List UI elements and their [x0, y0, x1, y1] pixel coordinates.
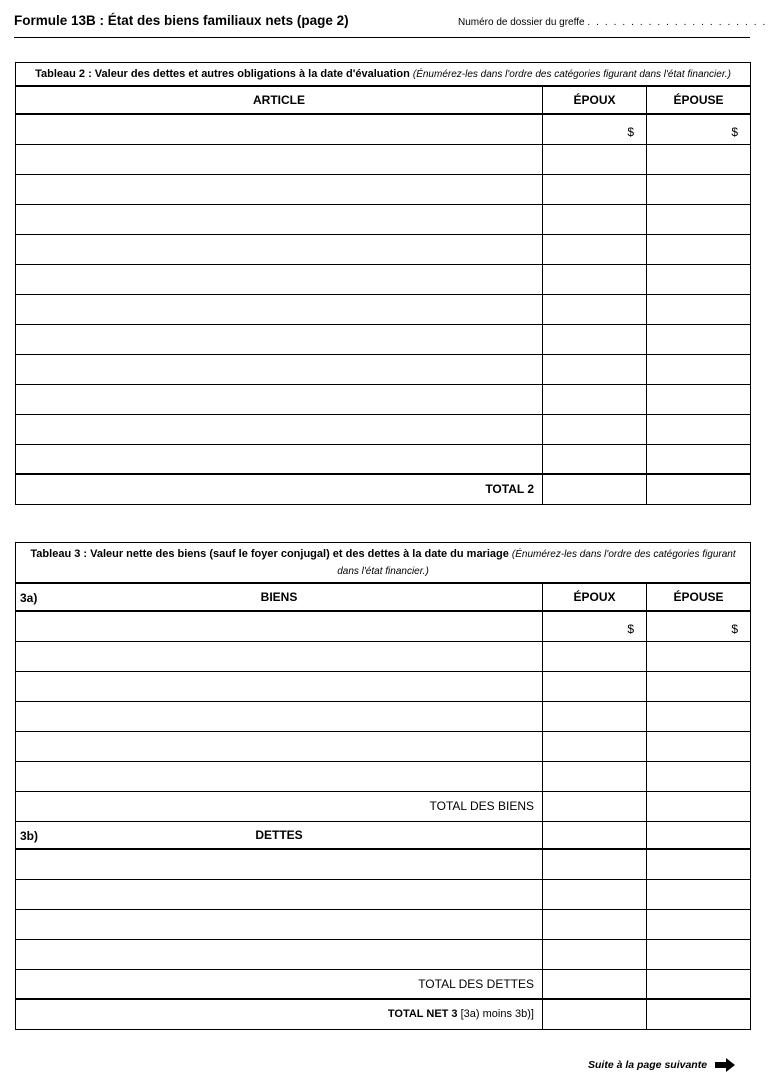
section-3b-header	[16, 821, 543, 849]
asset-cell[interactable]	[16, 611, 543, 641]
total-debts-wife-cell[interactable]	[647, 969, 751, 999]
wife-amount-cell[interactable]	[647, 414, 751, 444]
husband-amount-cell[interactable]: $	[543, 611, 647, 641]
total-2-label: TOTAL 2	[16, 474, 543, 504]
table-row	[16, 414, 751, 444]
table-2-caption-title: Tableau 2 : Valeur des dettes et autres obligations à la date d'évaluation	[35, 68, 410, 80]
total-debts-label: TOTAL DES DETTES	[16, 969, 543, 999]
husband-amount-cell[interactable]	[543, 174, 647, 204]
article-cell[interactable]	[16, 114, 543, 144]
table-3a-header-row	[16, 583, 751, 611]
article-cell[interactable]	[16, 234, 543, 264]
husband-amount-cell[interactable]	[543, 939, 647, 969]
wife-amount-cell[interactable]	[647, 909, 751, 939]
table-3-caption-note: (Énumérez-les dans l'ordre des catégories figurant dans l'état financier.)	[337, 549, 736, 577]
section-3a-label: BIENS	[260, 590, 298, 604]
debt-cell[interactable]	[16, 879, 543, 909]
column-header-wife: ÉPOUSE	[647, 583, 751, 611]
net-total-3-wife-cell[interactable]	[647, 999, 751, 1029]
table-row	[16, 879, 751, 909]
wife-amount-cell[interactable]	[647, 444, 751, 474]
page-header	[14, 12, 767, 38]
article-cell[interactable]	[16, 144, 543, 174]
table-row	[16, 234, 751, 264]
continued-notice: Suite à la page suivante	[588, 1059, 708, 1071]
table-row	[16, 294, 751, 324]
table-row	[16, 204, 751, 234]
table-row	[16, 939, 751, 969]
article-cell[interactable]	[16, 414, 543, 444]
total-assets-wife-cell[interactable]	[647, 791, 751, 821]
table-2-caption	[16, 63, 751, 87]
table-row	[16, 611, 751, 641]
wife-amount-cell[interactable]	[647, 731, 751, 761]
asset-cell[interactable]	[16, 731, 543, 761]
page-footer	[588, 1058, 735, 1072]
section-3b-wife-cell[interactable]	[647, 821, 751, 849]
table-row	[16, 174, 751, 204]
husband-amount-cell[interactable]	[543, 879, 647, 909]
section-3a-id: 3a)	[20, 591, 38, 605]
article-cell[interactable]	[16, 354, 543, 384]
net-total-3-row	[16, 999, 751, 1029]
husband-amount-cell[interactable]	[543, 849, 647, 879]
asset-cell[interactable]	[16, 641, 543, 671]
net-total-3-husband-cell[interactable]	[543, 999, 647, 1029]
wife-amount-cell[interactable]	[647, 324, 751, 354]
table-2-total-row	[16, 474, 751, 504]
total-assets-label: TOTAL DES BIENS	[16, 791, 543, 821]
asset-cell[interactable]	[16, 761, 543, 791]
wife-amount-cell[interactable]	[647, 294, 751, 324]
section-3b-label: DETTES	[255, 827, 303, 842]
husband-amount-cell[interactable]	[543, 444, 647, 474]
table-3-caption	[16, 543, 751, 584]
wife-amount-cell[interactable]	[647, 144, 751, 174]
table-3-caption-title: Tableau 3 : Valeur nette des biens (sauf le foyer conjugal) et des dettes à la date du mariage	[30, 548, 509, 560]
wife-amount-cell[interactable]	[647, 701, 751, 731]
wife-amount-cell[interactable]	[647, 234, 751, 264]
section-3a-header	[16, 583, 543, 611]
wife-amount-cell[interactable]	[647, 761, 751, 791]
husband-amount-cell[interactable]	[543, 641, 647, 671]
asset-cell[interactable]	[16, 701, 543, 731]
table-row	[16, 909, 751, 939]
total-2-husband-cell[interactable]	[543, 474, 647, 504]
table-3-caption-row	[16, 543, 751, 584]
wife-amount-cell[interactable]: $	[647, 611, 751, 641]
husband-amount-cell[interactable]	[543, 761, 647, 791]
wife-amount-cell[interactable]	[647, 384, 751, 414]
husband-amount-cell[interactable]	[543, 701, 647, 731]
husband-amount-cell[interactable]	[543, 324, 647, 354]
right-arrow-icon	[715, 1058, 735, 1072]
wife-amount-cell[interactable]	[647, 671, 751, 701]
article-cell[interactable]	[16, 444, 543, 474]
husband-amount-cell[interactable]	[543, 234, 647, 264]
total-debts-husband-cell[interactable]	[543, 969, 647, 999]
page-title: Formule 13B : État des biens familiaux nets (page 2)	[14, 13, 349, 28]
husband-amount-cell[interactable]	[543, 144, 647, 174]
husband-amount-cell[interactable]	[543, 294, 647, 324]
section-3b-husband-cell[interactable]	[543, 821, 647, 849]
net-total-3-formula: [3a) moins 3b)]	[460, 1008, 534, 1021]
table-row	[16, 354, 751, 384]
table-row	[16, 849, 751, 879]
total-2-wife-cell[interactable]	[647, 474, 751, 504]
table-2-debts	[15, 62, 751, 505]
husband-amount-cell[interactable]	[543, 204, 647, 234]
husband-amount-cell[interactable]	[543, 354, 647, 384]
husband-amount-cell[interactable]: $	[543, 114, 647, 144]
column-header-wife: ÉPOUSE	[647, 86, 751, 114]
article-cell[interactable]	[16, 324, 543, 354]
court-file-number-field[interactable]: . . . . . . . . . . . . . . . . . . . . .	[587, 17, 767, 28]
table-row	[16, 264, 751, 294]
wife-amount-cell[interactable]: $	[647, 114, 751, 144]
asset-cell[interactable]	[16, 671, 543, 701]
table-2-caption-note: (Énumérez-les dans l'ordre des catégories figurant dans l'état financier.)	[412, 69, 731, 80]
table-row	[16, 144, 751, 174]
column-header-husband: ÉPOUX	[543, 583, 647, 611]
table-row	[16, 671, 751, 701]
debt-cell[interactable]	[16, 909, 543, 939]
section-3b-id: 3b)	[20, 828, 38, 843]
husband-amount-cell[interactable]	[543, 264, 647, 294]
table-row	[16, 701, 751, 731]
table-row	[16, 641, 751, 671]
table-2-caption-row	[16, 63, 751, 87]
total-assets-husband-cell[interactable]	[543, 791, 647, 821]
court-file-number-label: Numéro de dossier du greffe	[458, 17, 585, 28]
wife-amount-cell[interactable]	[647, 264, 751, 294]
column-header-article: ARTICLE	[16, 86, 543, 114]
table-2-header-row	[16, 86, 751, 114]
husband-amount-cell[interactable]	[543, 671, 647, 701]
table-row	[16, 444, 751, 474]
net-total-3-label	[16, 999, 543, 1029]
column-header-husband: ÉPOUX	[543, 86, 647, 114]
wife-amount-cell[interactable]	[647, 879, 751, 909]
debt-cell[interactable]	[16, 939, 543, 969]
wife-amount-cell[interactable]	[647, 641, 751, 671]
wife-amount-cell[interactable]	[647, 939, 751, 969]
husband-amount-cell[interactable]	[543, 909, 647, 939]
husband-amount-cell[interactable]	[543, 384, 647, 414]
table-row	[16, 731, 751, 761]
table-row	[16, 761, 751, 791]
article-cell[interactable]	[16, 294, 543, 324]
table-row	[16, 114, 751, 144]
table-row	[16, 324, 751, 354]
court-file-number	[458, 17, 767, 28]
article-cell[interactable]	[16, 264, 543, 294]
total-debts-row	[16, 969, 751, 999]
debt-cell[interactable]	[16, 849, 543, 879]
total-assets-row	[16, 791, 751, 821]
table-3-net-value-at-marriage	[15, 542, 751, 1030]
wife-amount-cell[interactable]	[647, 354, 751, 384]
table-3b-header-row	[16, 821, 751, 849]
table-row	[16, 384, 751, 414]
article-cell[interactable]	[16, 384, 543, 414]
net-total-3-title: TOTAL NET 3	[387, 1008, 458, 1021]
article-cell[interactable]	[16, 174, 543, 204]
wife-amount-cell[interactable]	[647, 174, 751, 204]
husband-amount-cell[interactable]	[543, 731, 647, 761]
article-cell[interactable]	[16, 204, 543, 234]
wife-amount-cell[interactable]	[647, 849, 751, 879]
husband-amount-cell[interactable]	[543, 414, 647, 444]
wife-amount-cell[interactable]	[647, 204, 751, 234]
